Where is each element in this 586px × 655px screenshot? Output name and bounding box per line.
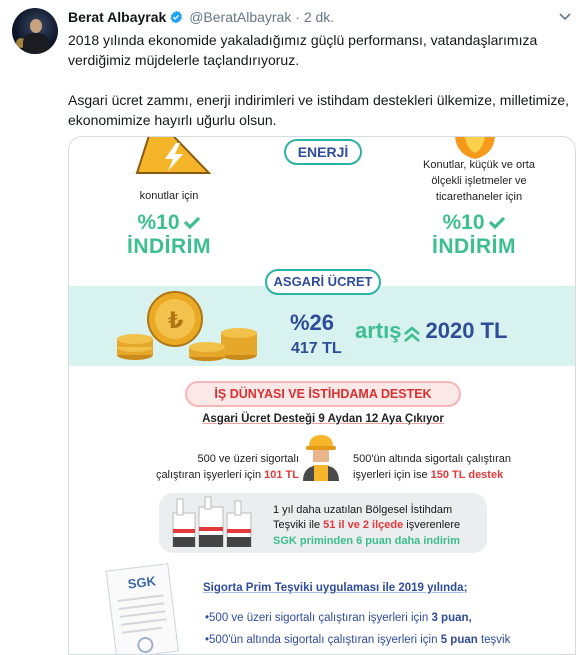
bullet-1-value: 3 puan, [431, 612, 472, 624]
section-title-wage [265, 269, 381, 295]
regional-text-tail: işverenlere [403, 519, 461, 531]
support-left-text: çalıştıran işyerleri için [155, 469, 265, 481]
wage-increase [355, 318, 507, 344]
section-title-energy [284, 139, 362, 165]
sgk-heading: Sigorta Prim Teşviki uygulaması ile 2019 yılında; [203, 582, 468, 594]
support-right-line-2 [353, 469, 563, 481]
business-title-text: İŞ DÜNYASI VE İSTİHDAMA DESTEK [214, 387, 432, 401]
energy-left-word: İNDİRİM [127, 235, 211, 258]
increase-word: artış [355, 318, 402, 343]
checkmark-icon [183, 216, 201, 230]
business-subtitle: Asgari Ücret Desteği 9 Aydan 12 Aya Çıkıyor [202, 413, 444, 425]
list-item: •500'ün altında sigortalı çalıştıran işyerleri için 5 puan teşvik [205, 634, 511, 646]
support-right-text: işyerleri için ise [353, 469, 431, 481]
chevron-down-icon[interactable] [558, 12, 572, 22]
energy-right-percent [419, 211, 529, 235]
regional-line-3: SGK priminden 6 puan daha indirim [273, 535, 461, 547]
energy-right-label-2: ölçekli işletmeler ve [431, 175, 527, 187]
energy-right-word: İNDİRİM [432, 235, 516, 258]
tweet-timestamp[interactable]: 2 dk. [303, 9, 335, 25]
wage-title-text: ASGARİ ÜCRET [273, 274, 373, 289]
tweet-header [68, 9, 334, 25]
support-left-line-2 [109, 469, 299, 481]
tweet-text [68, 30, 573, 130]
sgk-bullets [205, 607, 510, 651]
energy-right-label-3: ticarethaneler için [435, 191, 523, 203]
regional-line-1: 1 yıl daha uzatılan Bölgesel İstihdam [273, 504, 453, 516]
factory-icon [169, 495, 257, 547]
energy-left-percent [114, 211, 224, 235]
coin-stack-icon [115, 289, 263, 361]
author-name[interactable]: Berat Albayrak [68, 9, 167, 25]
infographic-image[interactable] [68, 136, 576, 655]
tweet-text-line: verdiğimiz müjdelerle taçlandırıyoruz. [68, 52, 300, 68]
regional-line-2 [273, 519, 460, 531]
worker-icon [301, 433, 341, 481]
energy-right-percent-value: %10 [442, 211, 485, 234]
svg-text:SGK: SGK [126, 573, 157, 592]
bullet-2-tail: teşvik [477, 634, 511, 646]
support-right-line-1: 500'ün altında sigortalı çalıştıran [353, 453, 512, 465]
tweet-text-line: 2018 yılında ekonomide yakaladığımız güçlü performansı, vatandaşlarımıza [68, 32, 538, 48]
regional-text: Teşviki ile [273, 519, 324, 531]
energy-left-label: konutlar için [139, 190, 199, 202]
energy-right-label-1: Konutlar, küçük ve orta [423, 159, 535, 171]
bullet-1-text: 500 ve üzeri sigortalı çalıştıran işyerleri için [209, 612, 432, 624]
lightning-warning-icon [135, 137, 211, 175]
support-left-line-1: 500 ve üzeri sigortalı [197, 453, 299, 465]
wage-amount: 417 TL [291, 340, 342, 357]
bullet-2-text: 500'ün altında sigortalı çalıştıran işyerleri için [209, 634, 441, 646]
tweet-text-line: ekonomimize hayırlı uğurlu olsun. [68, 112, 277, 128]
bullet-2-value: 5 puan [440, 634, 478, 646]
new-wage: 2020 TL [425, 318, 508, 343]
checkmark-icon [488, 216, 506, 230]
support-left-value: 101 TL [264, 469, 299, 481]
energy-left-percent-value: %10 [137, 211, 180, 234]
author-handle[interactable]: @BeratAlbayrak [189, 9, 292, 25]
support-right-value: 150 TL destek [430, 469, 504, 481]
list-item: •500 ve üzeri sigortalı çalıştıran işyerleri için 3 puan, [205, 612, 472, 624]
avatar[interactable] [12, 8, 58, 54]
flame-icon [451, 137, 499, 161]
separator-dot: · [295, 9, 300, 25]
energy-title-text: ENERJİ [297, 144, 349, 160]
tweet-text-line: Asgari ücret zammı, enerji indirimleri ve istihdam destekleri ülkemize, milletimize, [68, 92, 570, 108]
regional-value: 51 il ve 2 ilçede [323, 519, 404, 531]
verified-badge-icon [169, 10, 183, 24]
section-title-business [185, 381, 461, 407]
double-chevron-up-icon [403, 325, 421, 343]
wage-percent: %26 [290, 310, 335, 335]
svg-text:₺: ₺ [168, 309, 184, 334]
document-icon [97, 561, 189, 655]
